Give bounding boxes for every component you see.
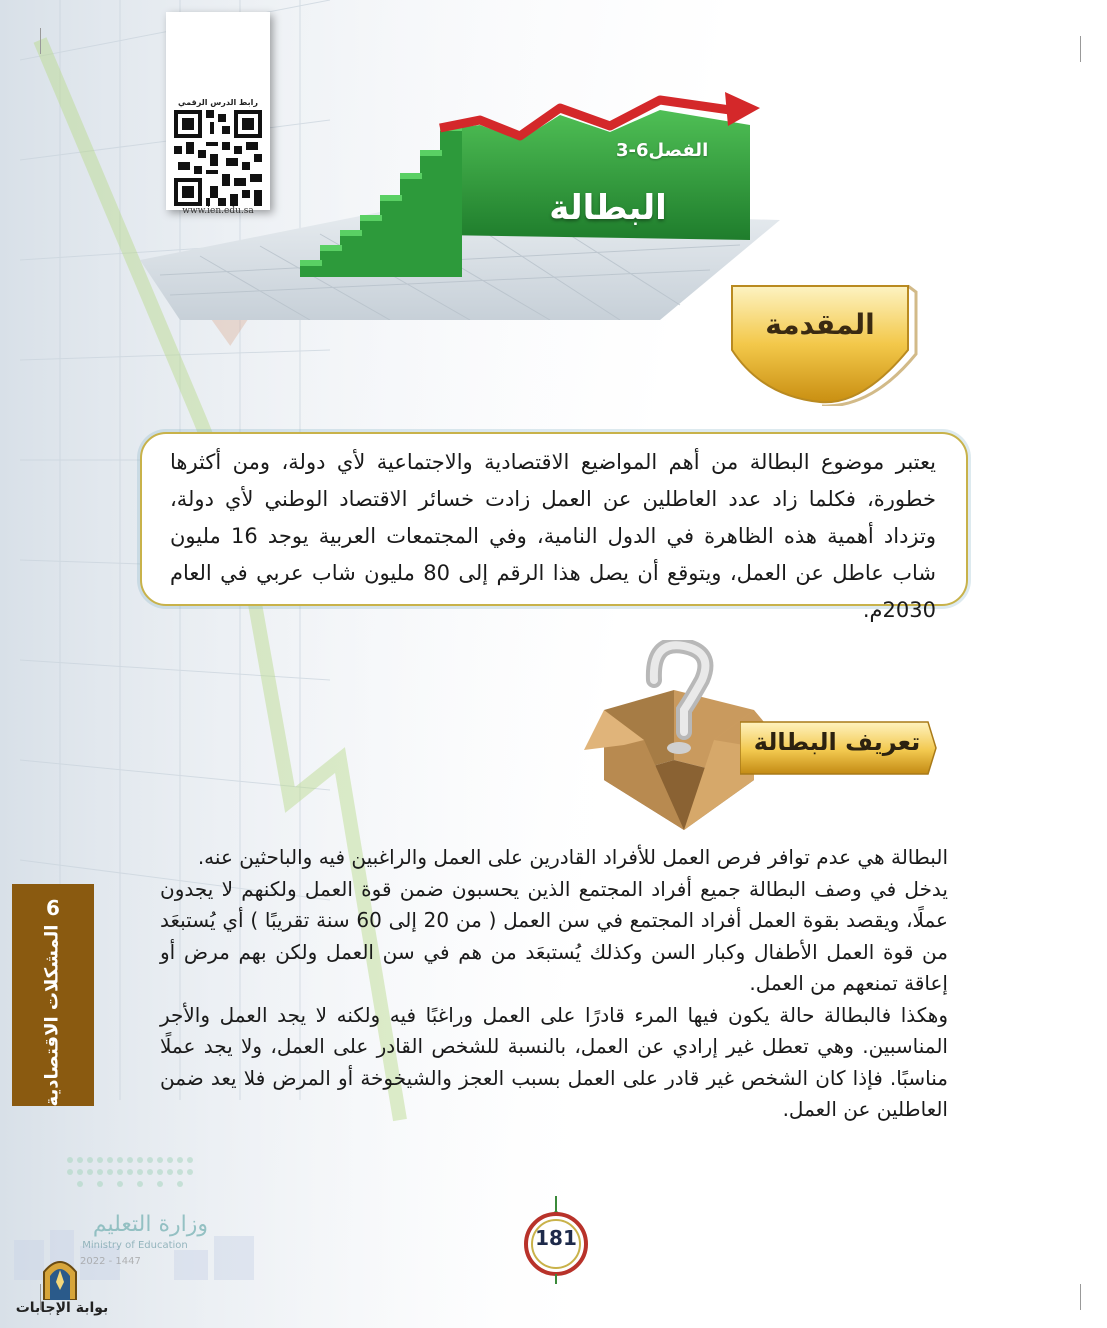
unit-title-vertical (14, 924, 90, 1106)
intro-heading-badge (722, 280, 920, 406)
definition-heading: تعريف البطالة (753, 728, 921, 756)
crop-mark (1080, 1284, 1107, 1310)
chapter-hero-graphic (140, 70, 780, 320)
definition-paragraph: يدخل في وصف البطالة جميع أفراد المجتمع الذين يحسبون ضمن قوة العمل ولكنهم لا يجدون عملًا، ويقصد بقوة العمل أفراد المجتمع في سن العمل ( من 20 إلى 60 سنة تقريبًا ) أي يُستبعَد من قوة العمل الأطفال وكبار السن وكذلك يُستبعَد من هم في سن العمل ولكن بهم مرض أو إعاقة تمنعهم من العمل. (160, 876, 948, 995)
answers-portal-logo-icon (40, 1256, 80, 1300)
page-number: 181 (535, 1226, 577, 1250)
unit-number: 6 (46, 896, 60, 920)
ministry-name-ar: وزارة التعليم (92, 1212, 208, 1237)
intro-heading: المقدمة (765, 308, 875, 341)
unit-title: المشكلات الاقتصادية (41, 924, 63, 1106)
definition-paragraph: وهكذا فالبطالة حالة يكون فيها المرء قادرًا على العمل وراغبًا فيه ولكنه لا يجد العمل والأجر المناسبين. وهي تعطل غير إرادي عن العمل، بالنسبة للشخص القادر على العمل، ولا يجد عملًا مناسبًا. فإذا كان الشخص غير قادر على العمل بسبب العجز والشيخوخة أو المرض فلا يعد ضمن العاطلين عن العمل. (160, 1002, 948, 1121)
qr-title: رابط الدرس الرقمي (178, 98, 258, 107)
definition-body (160, 842, 948, 1126)
ministry-name-en: Ministry of Education (82, 1240, 188, 1251)
answers-portal-brand: بوابة الإجابات (15, 1300, 109, 1316)
chapter-title: البطالة (549, 188, 667, 228)
chapter-number: الفصل6-3 (616, 140, 709, 161)
crop-mark (14, 28, 41, 54)
qr-url[interactable]: www.ien.edu.sa (182, 206, 254, 216)
intro-paragraph: يعتبر موضوع البطالة من أهم المواضيع الاقتصادية والاجتماعية لأي دولة، ومن أكثرها خطورة، فكلما زاد عدد العاطلين عن العمل زادت خسائر الاقتصاد الوطني لأي دولة، وتزداد أهمية هذه الظاهرة في الدول النامية، وفي المجتمعات العربية يوجد 16 مليون شاب عاطل عن العمل، ويتوقع أن يصل هذا الرقم إلى 80 مليون شاب عربي في العام 2030م. (170, 450, 937, 622)
crop-mark (1080, 36, 1107, 62)
definition-paragraph: البطالة هي عدم توافر فرص العمل للأفراد القادرين على العمل والراغبين فيه والباحثين عنه. (197, 845, 948, 869)
ministry-year: 2022 - 1447 (80, 1256, 141, 1267)
